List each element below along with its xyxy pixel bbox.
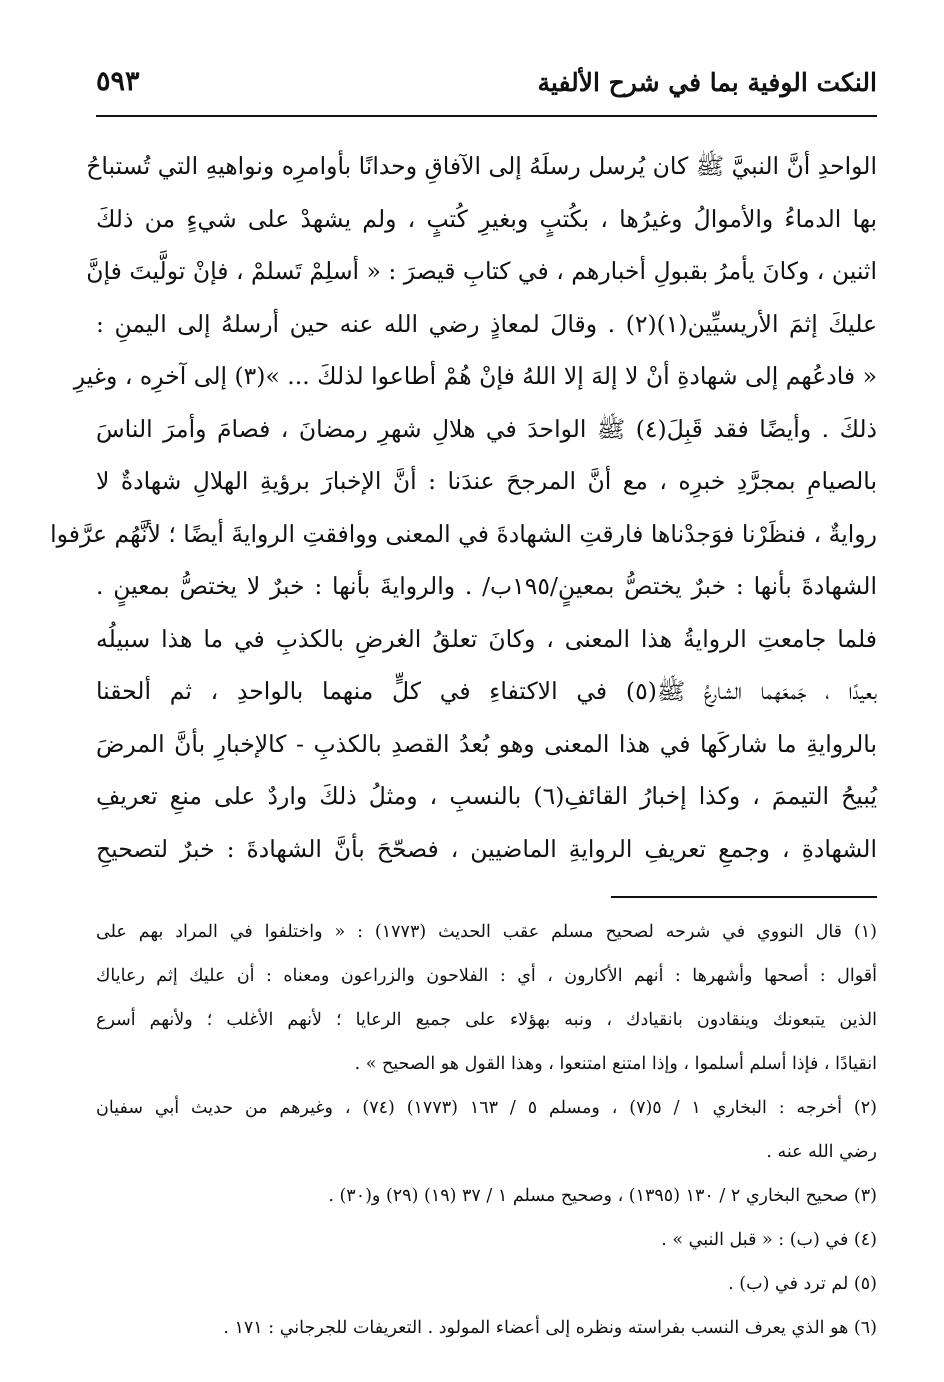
body-line: بالصيامِ بمجرَّدِ خبرِه ، مع أنَّ المرجحَ عندَنا : أنَّ الإخبارَ برؤيةِ الهلالِ شهادةٌ لا: [96, 467, 877, 495]
footnotes: [96, 910, 877, 1350]
footnote-line: الذين يتبعونك وينقادون بانقيادك ، ونبه بهؤلاء على جميع الرعايا ؛ لأنهم الأغلب ؛ ولأنهم أسرع: [96, 1010, 877, 1030]
footnote-line: (٢) أخرجه : البخاري ١ / ٥(٧) ، ومسلم ٥ / ١٦٣ (١٧٧٣) (٧٤) ، وغيرهم من حديث أبي سفيان: [96, 1098, 877, 1118]
header-rule: [96, 115, 877, 117]
footnote-line: أقوال : أصحها وأشهرها : أنهم الأكارون ، أي : الفلاحون والزراعون ومعناه : أن عليك إثم رعاياك: [96, 966, 877, 986]
footnote-line: (٦) هو الذي يعرف النسب بفراسته ونظره إلى أعضاء المولود . التعريفات للجرجاني : ١٧١ .: [223, 1318, 877, 1338]
footnote-line: انقيادًا ، فإذا أسلم أسلموا ، وإذا امتنع امتنعوا ، وهذا القول هو الصحيح » .: [354, 1054, 877, 1074]
body-line: بها الدماءُ والأموالُ وغيرُها ، بكُتبٍ وبغيرِ كُتبٍ ، ولم يشهدْ على شيءٍ من ذلكَ: [96, 204, 877, 233]
footnote-line: (٥) لم ترد في (ب) .: [728, 1274, 877, 1294]
footnote-line: (١) قال النووي في شرحه لصحيح مسلم عقب الحديث (١٧٧٣) : « واختلفوا في المراد بهم على: [96, 922, 877, 942]
body-line: بالروايةِ ما شاركَها في هذا المعنى وهو بُعدُ القصدِ بالكذبِ - كالإخبارِ بأنَّ المرضَ: [96, 729, 877, 758]
body-line: روايةٌ ، فنظَرْنا فوَجدْناها فارقتِ الشهادةَ في المعنى ووافقتِ الروايةَ أيضًا ؛ لأنَّهُم عرَّفوا: [50, 519, 877, 548]
page-header: [96, 62, 877, 108]
body-line: الشهادةَ بأنها : خبرٌ يختصُّ بمعينٍ/١٩٥ب/ . والروايةَ بأنها : خبرٌ لا يختصُّ بمعينٍ .: [96, 572, 877, 600]
page-number: ٥٩٣: [96, 66, 140, 97]
body-line: عليكَ إثمَ الأريسيِّين(١)(٢) . وقالَ لمعاذٍ رضي الله عنه حين أرسلهُ إلى اليمنِ :: [96, 309, 877, 338]
body-line: ذلكَ . وأيضًا فقد قَبِلَ(٤) ﷺ الواحدَ في هلالِ شهرِ رمضانَ ، فصامَ وأمرَ الناسَ: [96, 414, 878, 443]
footnote-line: رضي الله عنه .: [766, 1142, 877, 1162]
body-line: الواحدِ أنَّ النبيَّ ﷺ كان يُرسل رسلَهُ إلى الآفاقِ وحدانًا بأوامرِه ونواهيهِ التي تُستباحُ: [86, 152, 877, 180]
footnote-separator: [611, 896, 877, 898]
running-title: النكت الوفية بما في شرح الألفية: [537, 68, 877, 97]
footnote-line: (٤) في (ب) : « قبل النبي » .: [661, 1230, 877, 1250]
main-text: [50, 140, 878, 875]
body-line: بعيدًا ، جَمعَهما الشارعُ ﷺ(٥) في الاكتفاءِ في كلٍّ منهما بالواحدِ ، ثم ألحقنا: [96, 677, 877, 705]
body-line: « فادعُهم إلى شهادةِ أنْ لا إلهَ إلا اللهُ فإنْ هُمْ أطاعوا لذلكَ ... »(٣) إلى آخرِه ، وغيرِ: [73, 362, 877, 390]
body-line: الشهادةِ ، وجمعِ تعريفِ الروايةِ الماضيين ، فصحّحَ بأنَّ الشهادةَ : خبرٌ لتصحيحِ: [96, 834, 877, 863]
body-line: اثنين ، وكانَ يأمرُ بقبولِ أخبارهم ، في كتابِ قيصرَ : « أسلِمْ تَسلمْ ، فإنْ تولَّيتَ فإنَّ: [86, 257, 877, 285]
footnote-line: (٣) صحيح البخاري ٢ / ١٣٠ (١٣٩٥) ، وصحيح مسلم ١ / ٣٧ (١٩) (٢٩) و(٣٠) .: [328, 1186, 877, 1206]
body-line: فلما جامعتِ الروايةُ هذا المعنى ، وكانَ تعلقُ الغرضِ بالكذبِ في ما هذا سبيلُه: [96, 624, 877, 653]
body-line: يُبيحُ التيممَ ، وكذا إخبارُ القائفِ(٦) بالنسبِ ، ومثلُ ذلكَ واردٌ على منعِ تعريفِ: [96, 782, 877, 810]
